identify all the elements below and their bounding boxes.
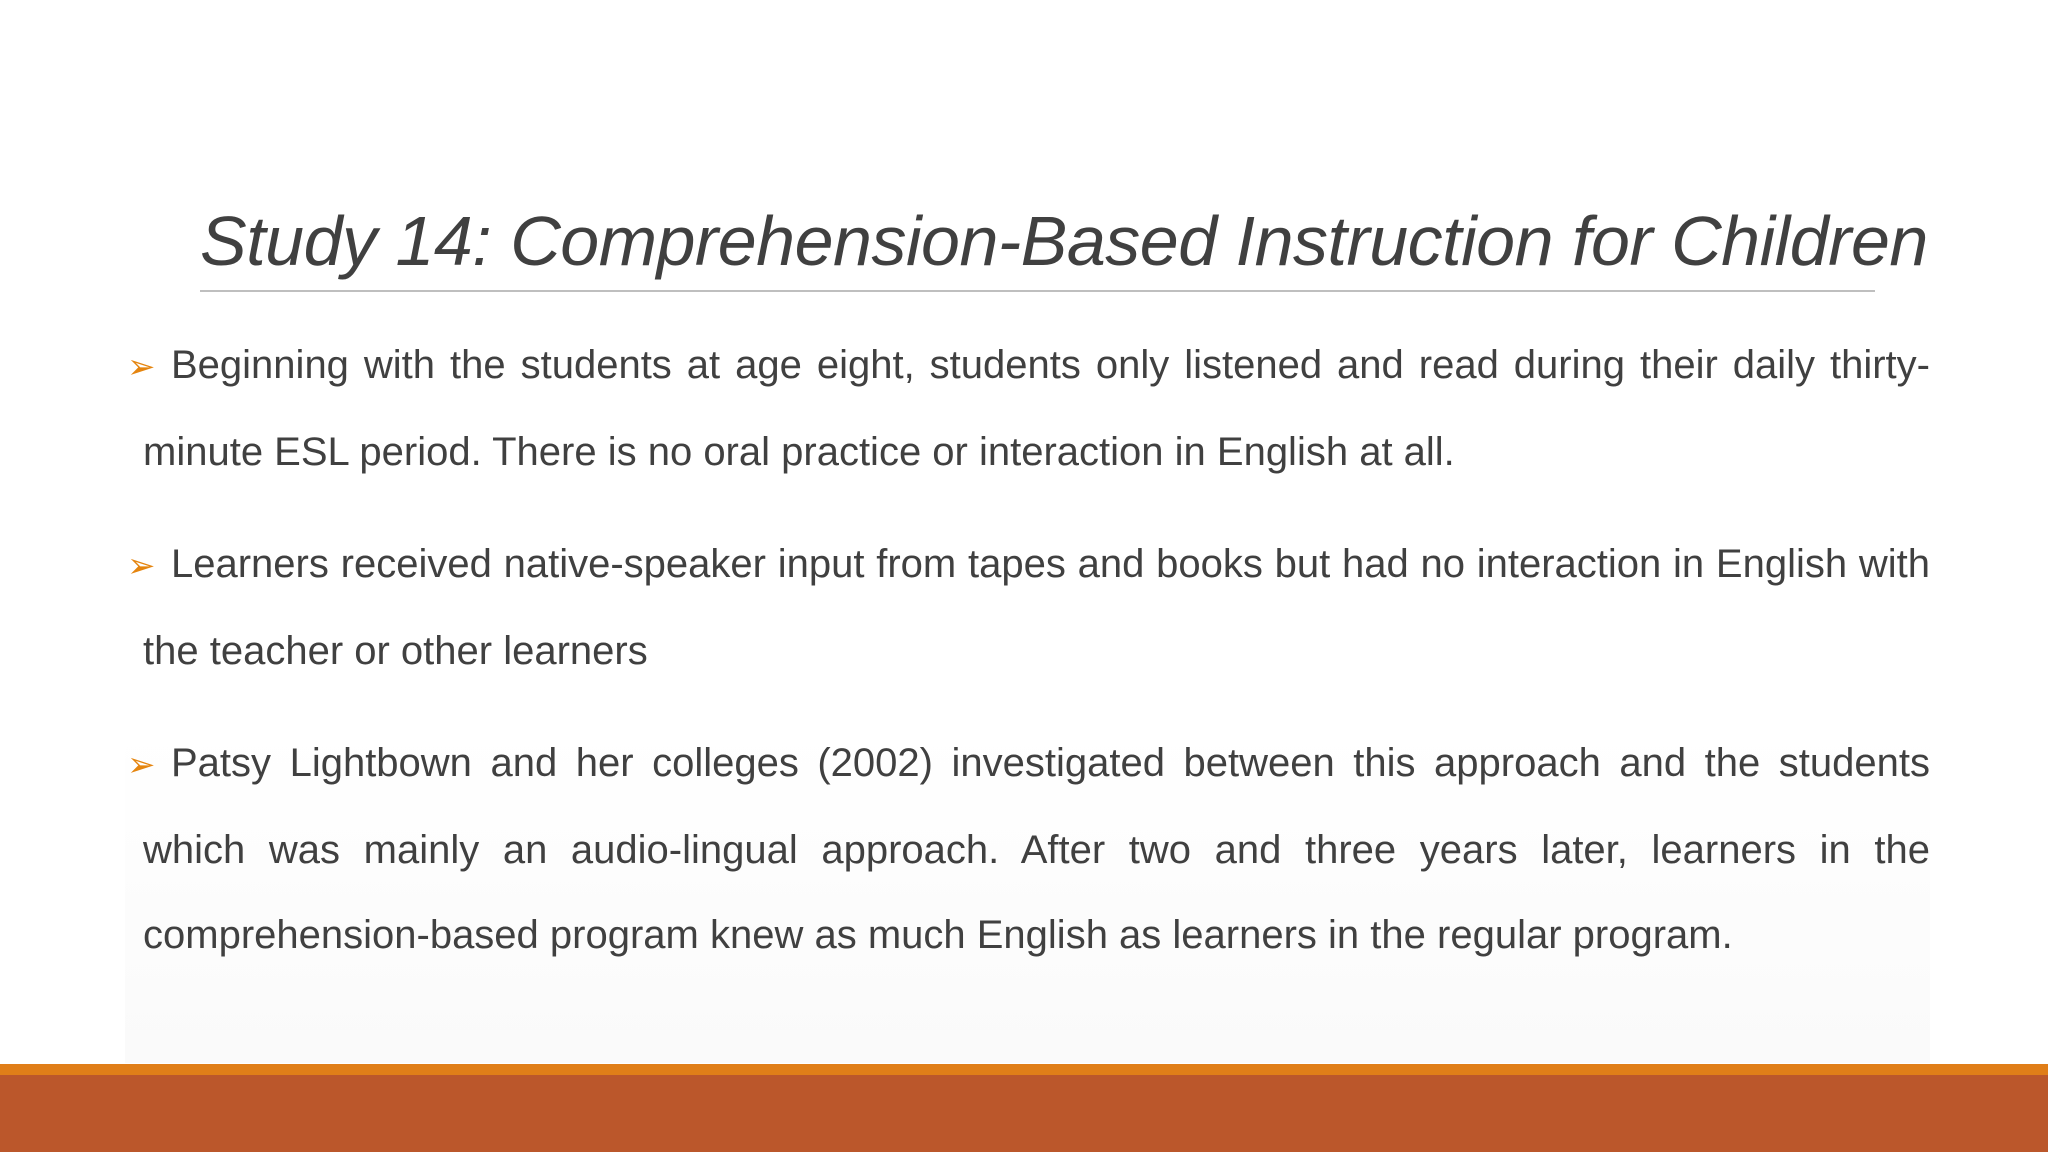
bullet-text: Patsy Lightbown and her colleges (2002) investigated between this approach and the students which was mainly an audio-lingual approach. After two and three years later, learners in the comprehension-based program knew as much English as learners in the regular program. [143,741,1930,957]
slide-title: Study 14: Comprehension-Based Instruction for Children [200,202,1928,280]
arrow-bullet-icon: ➢ [127,746,156,784]
arrow-bullet-icon: ➢ [127,547,156,585]
bullet-text: Beginning with the students at age eight, students only listened and read during their daily thirty-minute ESL period. There is no oral practice or interaction in English at all. [143,343,1930,474]
bullet-item [127,721,1930,978]
bullet-item [127,323,1930,495]
footer-bar [0,1075,2048,1152]
bullet-item [127,522,1930,694]
slide-body [125,323,1930,1063]
footer-accent-bar [0,1064,2048,1075]
arrow-bullet-icon: ➢ [127,348,156,386]
title-divider [200,290,1875,292]
bullet-text: Learners received native-speaker input from tapes and books but had no interaction in English with the teacher or other learners [143,542,1930,673]
